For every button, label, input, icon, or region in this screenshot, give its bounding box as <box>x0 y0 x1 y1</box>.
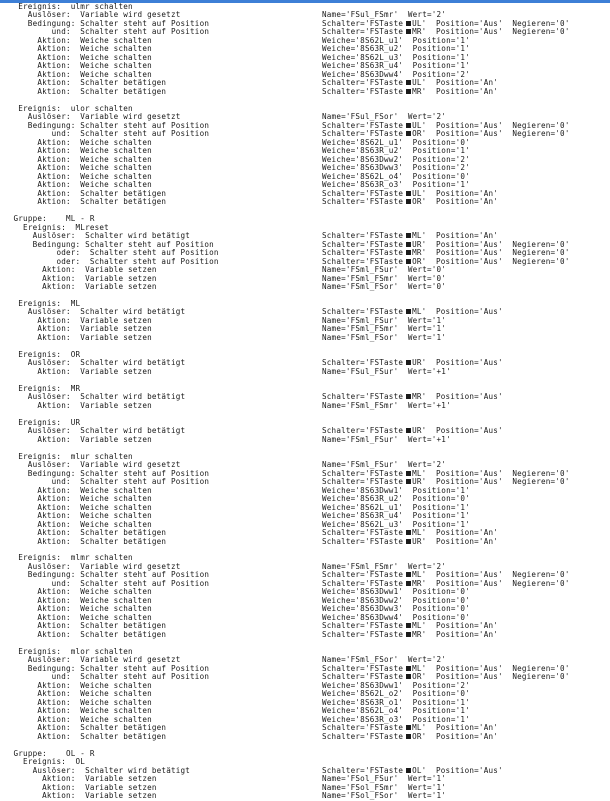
line-value-text: Name='FSml_FSur' Wert='+1' <box>322 434 451 444</box>
listing-line <box>0 198 610 206</box>
line-label: Aktion: Variable setzen <box>13 791 157 801</box>
line-value-suffix: UL' Position='Aus' Negieren='0' <box>412 18 570 28</box>
line-value-text: Weiche='8S63Dww3' Position='0' <box>322 604 470 614</box>
line-label: Auslöser: Variable wird gesetzt <box>18 112 181 122</box>
line-label: Gruppe: OL - R <box>13 748 95 758</box>
line-label: Auslöser: Schalter wird betätigt <box>18 307 186 317</box>
line-label: Aktion: Schalter betätigen <box>18 621 167 631</box>
line-value-suffix: UR' Position='Aus' Negieren='0' <box>412 477 570 487</box>
line-label: Aktion: Variable setzen <box>13 273 157 283</box>
blank-line <box>0 410 610 418</box>
line-label: Aktion: Weiche schalten <box>18 146 152 156</box>
square-glyph-icon <box>406 768 411 773</box>
line-label: Aktion: Weiche schalten <box>18 697 152 707</box>
line-label: Ereignis: OR <box>18 349 81 359</box>
line-value-text: Weiche='8S62L_u3' Position='1' <box>322 52 470 62</box>
line-label: Aktion: Weiche schalten <box>18 502 152 512</box>
line-value-text: Weiche='8S63R_u4' Position='1' <box>322 61 470 71</box>
square-glyph-icon <box>406 259 411 264</box>
line-value <box>322 368 451 376</box>
line-value-text: Schalter='FSTaste <box>322 239 404 249</box>
line-label: Aktion: Weiche schalten <box>18 171 152 181</box>
line-value-suffix: OR' Position='Aus' Negieren='0' <box>412 129 570 139</box>
line-label: Auslöser: Schalter wird betätigt <box>18 392 186 402</box>
event-listing[interactable] <box>0 2 610 801</box>
line-value-text: Weiche='8S63R_u4' Position='1' <box>322 511 470 521</box>
line-value <box>322 538 498 546</box>
line-value-text: Weiche='8S62L_u1' Position='1' <box>322 35 470 45</box>
square-glyph-icon <box>406 428 411 433</box>
line-value <box>322 792 446 800</box>
square-glyph-icon <box>406 123 411 128</box>
line-label: Aktion: Schalter betätigen <box>18 86 167 96</box>
line-label: Bedingung: Schalter steht auf Position <box>18 468 210 478</box>
line-value-text: Name='FSml_FSur' Wert='2' <box>322 460 447 470</box>
listing-line <box>0 750 610 758</box>
line-label: Auslöser: Schalter wird betätigt <box>13 765 191 775</box>
line-value-text: Schalter='FSTaste <box>322 188 404 198</box>
line-value-text: Schalter='FSTaste <box>322 86 404 96</box>
square-glyph-icon <box>406 471 411 476</box>
square-glyph-icon <box>406 21 411 26</box>
line-value-text: Schalter='FSTaste <box>322 27 404 37</box>
square-glyph-icon <box>406 725 411 730</box>
line-label: Ereignis: mlor schalten <box>18 646 133 656</box>
line-value-text: Schalter='FSTaste <box>322 663 404 673</box>
line-label: Auslöser: Variable wird gesetzt <box>18 655 181 665</box>
square-glyph-icon <box>406 309 411 314</box>
line-value-text: Schalter='FSTaste <box>322 392 404 402</box>
line-label: Bedingung: Schalter steht auf Position <box>18 663 210 673</box>
line-value-suffix: MR' Position='An' <box>412 629 499 639</box>
line-label: Bedingung: Schalter steht auf Position <box>18 570 210 580</box>
line-value-text: Schalter='FSTaste <box>322 256 404 266</box>
line-value-suffix: UL' Position='An' <box>412 188 499 198</box>
line-value-text: Schalter='FSTaste <box>322 731 404 741</box>
line-value-suffix: UR' Position='Aus' <box>412 426 503 436</box>
line-label: Aktion: Weiche schalten <box>18 680 152 690</box>
line-value-text: Name='FSml_FSor' Wert='2' <box>322 655 447 665</box>
line-label: oder: Schalter steht auf Position <box>13 248 219 258</box>
line-label: Aktion: Schalter betätigen <box>18 629 167 639</box>
line-label: Bedingung: Schalter steht auf Position <box>18 120 210 130</box>
line-value-text: Schalter='FSTaste <box>322 358 404 368</box>
line-label: Aktion: Weiche schalten <box>18 714 152 724</box>
line-value-suffix: MR' Position='Aus' Negieren='0' <box>412 27 570 37</box>
line-label: Aktion: Weiche schalten <box>18 494 152 504</box>
line-label: Aktion: Variable setzen <box>13 265 157 275</box>
line-label: oder: Schalter steht auf Position <box>13 256 219 266</box>
line-value-text: Schalter='FSTaste <box>322 629 404 639</box>
line-value-suffix: UR' Position='Aus' Negieren='0' <box>412 239 570 249</box>
square-glyph-icon <box>406 539 411 544</box>
line-label: Aktion: Schalter betätigen <box>18 731 167 741</box>
line-value-suffix: ML' Position='An' <box>412 723 499 733</box>
line-label: Aktion: Weiche schalten <box>18 180 152 190</box>
line-value-suffix: UL' Position='Aus' Negieren='0' <box>412 120 570 130</box>
line-label: Aktion: Weiche schalten <box>18 511 152 521</box>
line-label: und: Schalter steht auf Position <box>18 129 210 139</box>
line-value-text: Weiche='8S62L_u1' Position='1' <box>322 502 470 512</box>
line-value <box>322 733 498 741</box>
line-label: Auslöser: Variable wird gesetzt <box>18 460 181 470</box>
square-glyph-icon <box>406 666 411 671</box>
line-value-text: Weiche='8S63Dww2' Position='2' <box>322 154 470 164</box>
line-label: und: Schalter steht auf Position <box>18 672 210 682</box>
line-label: Ereignis: OL <box>13 757 86 767</box>
line-value-text: Name='FSml_FSmr' Wert='1' <box>322 324 447 334</box>
line-label: Aktion: Weiche schalten <box>18 163 152 173</box>
line-value-text: Weiche='8S63Dww1' Position='1' <box>322 485 470 495</box>
line-value-text: Name='FSol_FSmr' Wert='1' <box>322 782 447 792</box>
line-value-suffix: UR' Position='Aus' <box>412 358 503 368</box>
blank-line <box>0 376 610 384</box>
square-glyph-icon <box>406 80 411 85</box>
line-value-suffix: OR' Position='An' <box>412 197 499 207</box>
line-value-text: Schalter='FSTaste <box>322 18 404 28</box>
square-glyph-icon <box>406 199 411 204</box>
line-value-text: Name='FSul_FSur' Wert='+1' <box>322 366 451 376</box>
line-value-text: Name='FSml_FSmr' Wert='+1' <box>322 400 451 410</box>
square-glyph-icon <box>406 29 411 34</box>
blank-line <box>0 291 610 299</box>
line-value-text: Name='FSml_FSmr' Wert='0' <box>322 273 447 283</box>
line-label: Aktion: Weiche schalten <box>18 595 152 605</box>
line-value <box>322 436 451 444</box>
line-label: und: Schalter steht auf Position <box>18 578 210 588</box>
line-label: Aktion: Weiche schalten <box>18 485 152 495</box>
line-label: Aktion: Weiche schalten <box>18 154 152 164</box>
line-label: Aktion: Weiche schalten <box>18 612 152 622</box>
line-label: Aktion: Weiche schalten <box>18 706 152 716</box>
line-value-text: Schalter='FSTaste <box>322 723 404 733</box>
square-glyph-icon <box>406 581 411 586</box>
line-value-text: Schalter='FSTaste <box>322 426 404 436</box>
line-label: Aktion: Variable setzen <box>13 281 157 291</box>
line-value-suffix: ML' Position='Aus' Negieren='0' <box>412 468 570 478</box>
square-glyph-icon <box>406 89 411 94</box>
line-value <box>322 283 446 291</box>
line-label: Ereignis: MLreset <box>13 222 109 232</box>
line-value-text: Name='FSml_FSmr' Wert='2' <box>322 561 447 571</box>
listing-line <box>0 368 610 376</box>
line-label: Aktion: Weiche schalten <box>18 52 152 62</box>
line-value-text: Weiche='8S63R_u2' Position='0' <box>322 494 470 504</box>
line-value-suffix: ML' Position='Aus' <box>412 307 503 317</box>
line-label: Ereignis: MR <box>18 383 81 393</box>
square-glyph-icon <box>406 674 411 679</box>
line-label: Aktion: Weiche schalten <box>18 61 152 71</box>
square-glyph-icon <box>406 242 411 247</box>
line-label: Auslöser: Variable wird gesetzt <box>18 10 181 20</box>
line-value-text: Name='FSul_FSmr' Wert='2' <box>322 10 447 20</box>
line-label: Auslöser: Schalter wird betätigt <box>18 426 186 436</box>
line-value-suffix: ML' Position='Aus' Negieren='0' <box>412 663 570 673</box>
line-label: Aktion: Variable setzen <box>18 324 152 334</box>
line-value-text: Schalter='FSTaste <box>322 78 404 88</box>
line-value-text: Weiche='8S63R_o1' Position='1' <box>322 697 470 707</box>
line-value-suffix: MR' Position='Aus' Negieren='0' <box>412 248 570 258</box>
line-label: Aktion: Weiche schalten <box>18 69 152 79</box>
square-glyph-icon <box>406 394 411 399</box>
line-label: Aktion: Variable setzen <box>18 366 152 376</box>
line-value <box>322 631 498 639</box>
line-value-text: Weiche='8S62L_o4' Position='0' <box>322 171 470 181</box>
line-value-text: Name='FSml_FSur' Wert='0' <box>322 265 447 275</box>
line-value-text: Schalter='FSTaste <box>322 120 404 130</box>
line-label: Aktion: Schalter betätigen <box>18 536 167 546</box>
line-label: Auslöser: Variable wird gesetzt <box>18 561 181 571</box>
line-value-text: Weiche='8S63R_u2' Position='1' <box>322 44 470 54</box>
line-label: Aktion: Schalter betätigen <box>18 188 167 198</box>
line-label: Bedingung: Schalter steht auf Position <box>18 18 210 28</box>
line-label: Aktion: Variable setzen <box>18 315 152 325</box>
square-glyph-icon <box>406 572 411 577</box>
line-label: Aktion: Variable setzen <box>13 774 157 784</box>
line-value-text: Weiche='8S63R_u2' Position='1' <box>322 146 470 156</box>
line-value-text: Name='FSul_FSor' Wert='2' <box>322 112 447 122</box>
square-glyph-icon <box>406 250 411 255</box>
line-label: Aktion: Weiche schalten <box>18 689 152 699</box>
listing-line <box>0 283 610 291</box>
line-value-text: Weiche='8S63Dww3' Position='2' <box>322 163 470 173</box>
line-value-suffix: ML' Position='Aus' Negieren='0' <box>412 570 570 580</box>
line-value-text: Weiche='8S63Dww1' Position='0' <box>322 587 470 597</box>
line-value <box>322 334 446 342</box>
line-value-suffix: OR' Position='Aus' Negieren='0' <box>412 672 570 682</box>
line-label: Aktion: Variable setzen <box>18 332 152 342</box>
line-label: Aktion: Variable setzen <box>13 782 157 792</box>
line-value-text: Weiche='8S62L_o4' Position='1' <box>322 706 470 716</box>
line-value-suffix: MR' Position='An' <box>412 86 499 96</box>
line-value-text: Name='FSol_FSor' Wert='1' <box>322 791 447 801</box>
line-label: Aktion: Schalter betätigen <box>18 78 167 88</box>
square-glyph-icon <box>406 191 411 196</box>
line-value-text: Name='FSml_FSor' Wert='1' <box>322 332 447 342</box>
line-label: Auslöser: Schalter wird betätigt <box>18 358 186 368</box>
line-value-text: Schalter='FSTaste <box>322 129 404 139</box>
line-value-suffix: OL' Position='Aus' <box>412 765 503 775</box>
line-value-text: Schalter='FSTaste <box>322 477 404 487</box>
line-value-text: Schalter='FSTaste <box>322 570 404 580</box>
line-label: Ereignis: ulor schalten <box>18 103 133 113</box>
listing-line <box>0 631 610 639</box>
line-label: Aktion: Weiche schalten <box>18 519 152 529</box>
line-value-text: Name='FSml_FSur' Wert='1' <box>322 315 447 325</box>
line-value-text: Weiche='8S63Dww4' Position='0' <box>322 612 470 622</box>
line-value-suffix: UL' Position='An' <box>412 78 499 88</box>
line-value-text: Schalter='FSTaste <box>322 231 404 241</box>
square-glyph-icon <box>406 734 411 739</box>
square-glyph-icon <box>406 479 411 484</box>
listing-line <box>0 733 610 741</box>
line-value-suffix: ML' Position='An' <box>412 231 499 241</box>
line-label: Aktion: Schalter betätigen <box>18 197 167 207</box>
line-value-text: Schalter='FSTaste <box>322 536 404 546</box>
line-label: Aktion: Weiche schalten <box>18 35 152 45</box>
line-value-text: Schalter='FSTaste <box>322 578 404 588</box>
line-label: Gruppe: ML - R <box>13 214 95 224</box>
line-value-text: Schalter='FSTaste <box>322 307 404 317</box>
line-value-text: Weiche='8S63Dww1' Position='2' <box>322 680 470 690</box>
line-value-suffix: OR' Position='Aus' Negieren='0' <box>412 256 570 266</box>
line-value <box>322 402 451 410</box>
line-value-text: Weiche='8S62L_u1' Position='0' <box>322 137 470 147</box>
line-value-text: Schalter='FSTaste <box>322 248 404 258</box>
line-label: Aktion: Weiche schalten <box>18 604 152 614</box>
listing-line <box>0 436 610 444</box>
line-value-suffix: OR' Position='An' <box>412 731 499 741</box>
listing-line <box>0 88 610 96</box>
blank-line <box>0 342 610 350</box>
line-value-text: Weiche='8S63R_o3' Position='1' <box>322 180 470 190</box>
line-label: Ereignis: mlmr schalten <box>18 553 133 563</box>
line-value-text: Schalter='FSTaste <box>322 672 404 682</box>
line-label: Aktion: Variable setzen <box>18 434 152 444</box>
line-label: Aktion: Weiche schalten <box>18 44 152 54</box>
line-value-text: Weiche='8S62L_u3' Position='1' <box>322 519 470 529</box>
line-value-text: Name='FSml_FSor' Wert='0' <box>322 281 447 291</box>
line-value-text: Name='FSol_FSur' Wert='1' <box>322 774 447 784</box>
line-value-text: Schalter='FSTaste <box>322 468 404 478</box>
listing-line <box>0 334 610 342</box>
line-value-suffix: MR' Position='Aus' Negieren='0' <box>412 578 570 588</box>
line-value <box>322 198 498 206</box>
listing-line <box>0 538 610 546</box>
line-value-suffix: ML' Position='An' <box>412 528 499 538</box>
line-value-text: Weiche='8S62L_o2' Position='0' <box>322 689 470 699</box>
line-value-text: Weiche='8S63R_o3' Position='1' <box>322 714 470 724</box>
line-value-text: Schalter='FSTaste <box>322 528 404 538</box>
line-label: Ereignis: ulmr schalten <box>18 2 133 11</box>
line-label: Aktion: Schalter betätigen <box>18 528 167 538</box>
line-label: Aktion: Weiche schalten <box>18 137 152 147</box>
line-value-suffix: ML' Position='An' <box>412 621 499 631</box>
line-label: und: Schalter steht auf Position <box>18 477 210 487</box>
line-label: Aktion: Weiche schalten <box>18 587 152 597</box>
square-glyph-icon <box>406 233 411 238</box>
square-glyph-icon <box>406 530 411 535</box>
line-value-suffix: MR' Position='Aus' <box>412 392 503 402</box>
line-label: Ereignis: ML <box>18 298 81 308</box>
line-value-text: Weiche='8S63Dww4' Position='2' <box>322 69 470 79</box>
square-glyph-icon <box>406 623 411 628</box>
line-label: Aktion: Variable setzen <box>18 400 152 410</box>
line-label: Aktion: Schalter betätigen <box>18 723 167 733</box>
line-value-suffix: UR' Position='An' <box>412 536 499 546</box>
line-label: Bedingung: Schalter steht auf Position <box>13 239 214 249</box>
line-label: Ereignis: UR <box>18 417 81 427</box>
line-value-text: Schalter='FSTaste <box>322 765 404 775</box>
listing-line <box>0 792 610 800</box>
listing-line <box>0 402 610 410</box>
line-label: Ereignis: mlur schalten <box>18 451 133 461</box>
line-value-text: Weiche='8S63Dww2' Position='0' <box>322 595 470 605</box>
line-value <box>322 88 498 96</box>
line-label: Auslöser: Schalter wird betätigt <box>13 231 191 241</box>
square-glyph-icon <box>406 131 411 136</box>
line-value-text: Schalter='FSTaste <box>322 197 404 207</box>
square-glyph-icon <box>406 360 411 365</box>
line-value-text: Schalter='FSTaste <box>322 621 404 631</box>
square-glyph-icon <box>406 632 411 637</box>
line-label: und: Schalter steht auf Position <box>18 27 210 37</box>
